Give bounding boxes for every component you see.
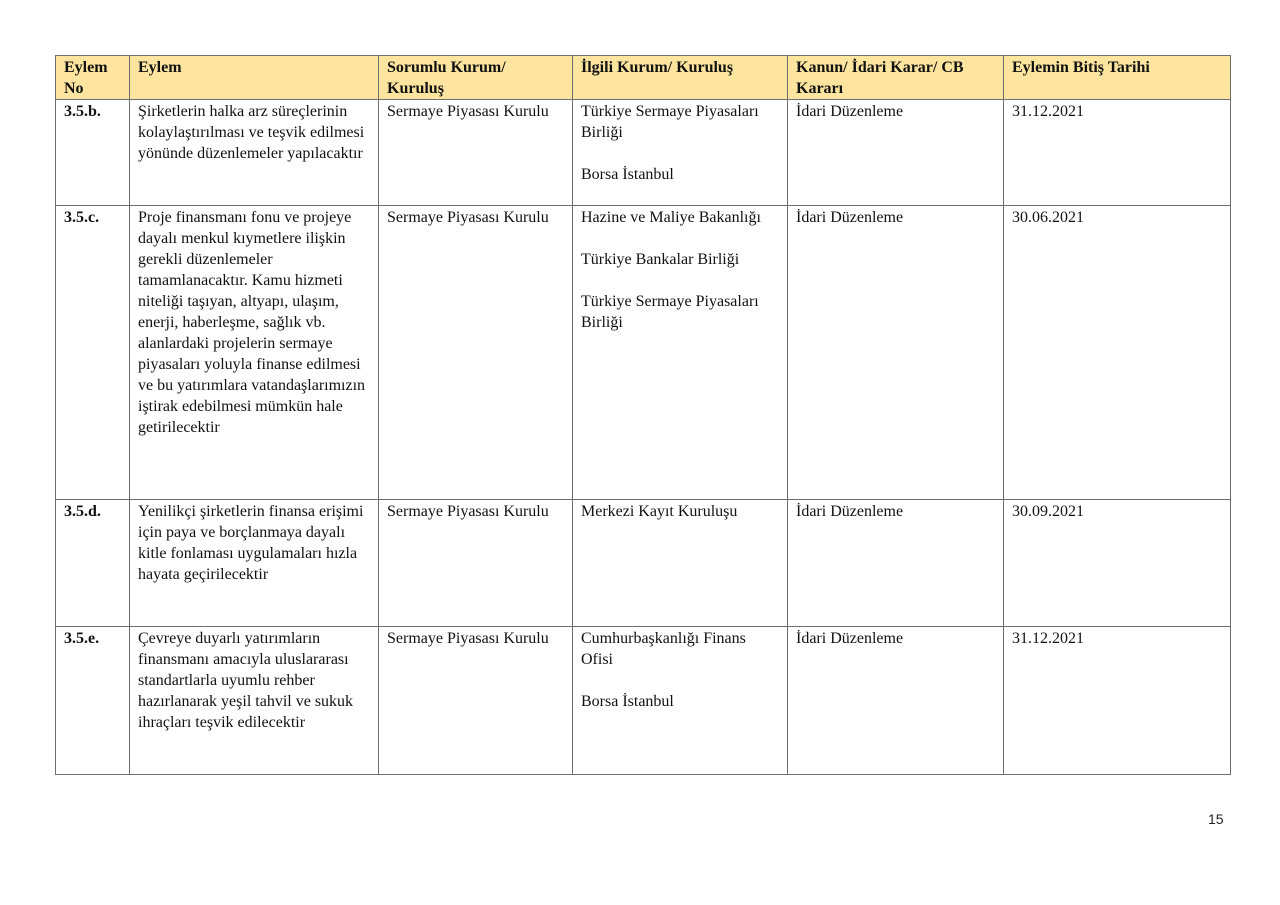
eylem-cell: Proje finansmanı fonu ve projeye dayalı menkul kıymetlere ilişkin gerekli düzenlemeler tamamlanacaktır. Kamu hizmeti niteliği taşıyan, altyapı, ulaşım, enerji, haberleşme, sağlık vb. alanlardaki projelerin sermaye piyasaları yoluyla finanse edilmesi ve bu yatırımlara vatandaşlarımızın iştirak edebilmesi mümkün hale getirilecektir <box>130 206 379 500</box>
ilgili-kurum-item: Borsa İstanbul <box>581 166 674 183</box>
header-bitis-tarihi: Eylemin Bitiş Tarihi <box>1004 56 1231 100</box>
ilgili-kurum-cell <box>573 627 788 775</box>
page-number: 15 <box>1208 811 1224 827</box>
eylem-cell: Yenilikçi şirketlerin finansa erişimi için paya ve borçlanmaya dayalı kitle fonlaması uygulamaları hızla hayata geçirilecektir <box>130 500 379 627</box>
ilgili-kurum-item: Hazine ve Maliye Bakanlığı <box>581 209 761 226</box>
ilgili-kurum-cell <box>573 100 788 206</box>
eylem-no-cell: 3.5.d. <box>56 500 130 627</box>
ilgili-kurum-item: Cumhurbaşkanlığı Finans Ofisi <box>581 630 746 668</box>
sorumlu-kurum-cell: Sermaye Piyasası Kurulu <box>379 500 573 627</box>
eylem-no-cell: 3.5.c. <box>56 206 130 500</box>
sorumlu-kurum-cell: Sermaye Piyasası Kurulu <box>379 100 573 206</box>
bitis-tarihi-cell: 31.12.2021 <box>1004 100 1231 206</box>
kanun-karar-cell: İdari Düzenleme <box>788 627 1004 775</box>
action-plan-table <box>55 55 1231 775</box>
header-eylem: Eylem <box>130 56 379 100</box>
header-ilgili-kurum: İlgili Kurum/ Kuruluş <box>573 56 788 100</box>
bitis-tarihi-cell: 31.12.2021 <box>1004 627 1231 775</box>
eylem-cell: Şirketlerin halka arz süreçlerinin kolaylaştırılması ve teşvik edilmesi yönünde düzenlemeler yapılacaktır <box>130 100 379 206</box>
ilgili-kurum-item: Borsa İstanbul <box>581 693 674 710</box>
kanun-karar-cell: İdari Düzenleme <box>788 100 1004 206</box>
ilgili-kurum-item: Türkiye Sermaye Piyasaları Birliği <box>581 103 759 141</box>
ilgili-kurum-cell <box>573 206 788 500</box>
ilgili-kurum-cell <box>573 500 788 627</box>
header-kanun-karar: Kanun/ İdari Karar/ CB Kararı <box>788 56 1004 100</box>
table-row <box>56 500 1231 627</box>
bitis-tarihi-cell: 30.06.2021 <box>1004 206 1231 500</box>
eylem-no-cell: 3.5.e. <box>56 627 130 775</box>
table-row <box>56 100 1231 206</box>
eylem-no-cell: 3.5.b. <box>56 100 130 206</box>
ilgili-kurum-item: Türkiye Sermaye Piyasaları Birliği <box>581 293 759 331</box>
header-sorumlu-kurum: Sorumlu Kurum/ Kuruluş <box>379 56 573 100</box>
ilgili-kurum-item: Merkezi Kayıt Kuruluşu <box>581 503 738 520</box>
table-row <box>56 206 1231 500</box>
header-eylem-no: Eylem No <box>56 56 130 100</box>
table-row <box>56 627 1231 775</box>
bitis-tarihi-cell: 30.09.2021 <box>1004 500 1231 627</box>
eylem-cell: Çevreye duyarlı yatırımların finansmanı amacıyla uluslararası standartlarla uyumlu rehber hazırlanarak yeşil tahvil ve sukuk ihraçları teşvik edilecektir <box>130 627 379 775</box>
kanun-karar-cell: İdari Düzenleme <box>788 500 1004 627</box>
table-header-row <box>56 56 1231 100</box>
kanun-karar-cell: İdari Düzenleme <box>788 206 1004 500</box>
ilgili-kurum-item: Türkiye Bankalar Birliği <box>581 251 740 268</box>
sorumlu-kurum-cell: Sermaye Piyasası Kurulu <box>379 627 573 775</box>
sorumlu-kurum-cell: Sermaye Piyasası Kurulu <box>379 206 573 500</box>
